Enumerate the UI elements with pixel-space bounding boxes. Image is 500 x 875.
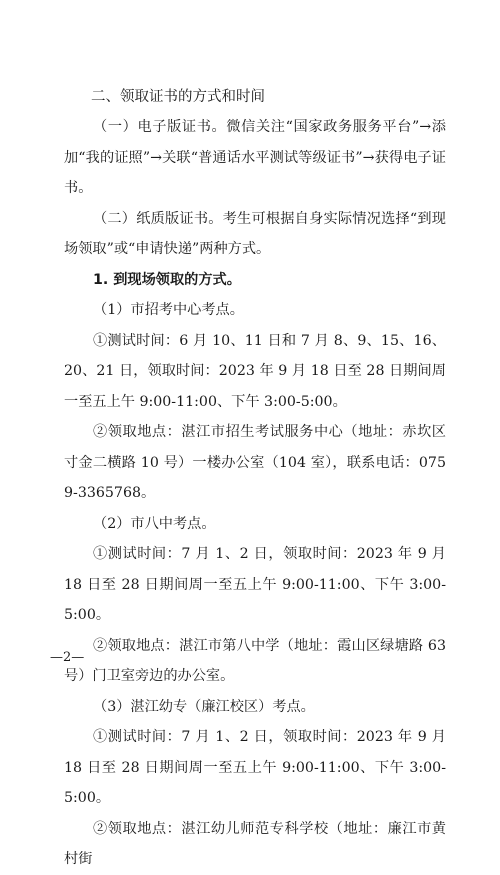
center2-time: ①测试时间：7 月 1、2 日，领取时间：2023 年 9 月 18 日至 28 日期间周一至五上午 9:00-11:00、下午 3:00-5:00。	[64, 546, 446, 623]
section-heading: 二、领取证书的方式和时间	[91, 89, 265, 105]
subheading-onsite-collection: 1. 到现场领取的方式。	[93, 271, 241, 288]
center3-time: ①测试时间：7 月 1、2 日，领取时间：2023 年 9 月 18 日至 28 日期间周一至五上午 9:00-11:00、下午 3:00-5:00。	[64, 729, 446, 806]
center1-title: （1）市招考中心考点。	[93, 302, 244, 318]
document-body	[64, 82, 446, 875]
center2-title: （2）市八中考点。	[93, 515, 216, 532]
center1-place: ②领取地点：湛江市招生考试服务中心（地址：赤坎区寸金二横路 10 号）一楼办公室（104 室），联系电话：0759-3365768。	[64, 424, 446, 501]
paragraph-electronic-certificate: （一）电子版证书。微信关注“国家政务服务平台”→添加“我的证照”→关联“普通话水平测试等级证书”→获得电子证书。	[64, 119, 446, 196]
center2-place: ②领取地点：湛江市第八中学（地址：霞山区绿塘路 63 号）门卫室旁边的办公室。	[64, 637, 446, 684]
center3-title: （3）湛江幼专（廉江校区）考点。	[93, 698, 315, 715]
paragraph-paper-certificate: （二）纸质版证书。考生可根据自身实际情况选择“到现场领取”或“申请快递”两种方式。	[64, 210, 446, 257]
center3-place: ②领取地点：湛江幼儿师范专科学校（地址：廉江市黄村街	[64, 820, 446, 867]
page-number: —2—	[50, 650, 85, 665]
center1-time: ①测试时间：6 月 10、11 日和 7 月 8、9、15、16、20、21 日，领取时间：2023 年 9 月 18 日至 28 日期间周一至五上午 9:00-11:00、下午 3:00-5:00。	[64, 332, 446, 410]
